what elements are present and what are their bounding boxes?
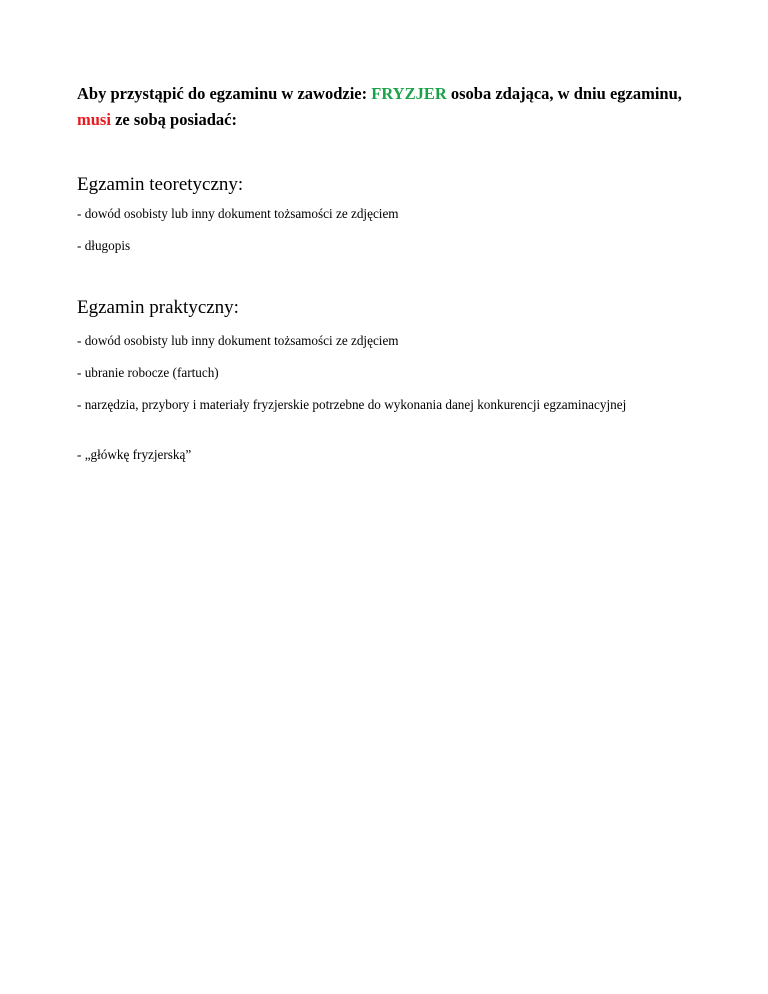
- practical-item-id-document: - dowód osobisty lub inny dokument tożsamości ze zdjęciem: [77, 333, 399, 348]
- practical-item-mannequin-head: - „główkę fryzjerską”: [77, 447, 192, 462]
- intro-paragraph: [77, 81, 697, 133]
- practical-item-tools: - narzędzia, przybory i materiały fryzjerskie potrzebne do wykonania danej konkurencji egzaminacyjnej: [77, 397, 627, 412]
- theory-item-id-document: - dowód osobisty lub inny dokument tożsamości ze zdjęciem: [77, 206, 399, 221]
- intro-text-start: Aby przystąpić do egzaminu w zawodzie:: [77, 84, 372, 103]
- must-emphasis: musi: [77, 110, 111, 129]
- practical-item-work-clothes: - ubranie robocze (fartuch): [77, 365, 219, 380]
- profession-name: FRYZJER: [371, 84, 447, 103]
- theory-exam-heading: Egzamin teoretyczny:: [77, 174, 244, 195]
- intro-text-end: ze sobą posiadać:: [110, 110, 237, 129]
- intro-text-middle: osoba zdająca, w dniu egzaminu,: [446, 84, 682, 103]
- practical-exam-heading: Egzamin praktyczny:: [77, 297, 239, 318]
- theory-item-pen: - długopis: [77, 238, 131, 253]
